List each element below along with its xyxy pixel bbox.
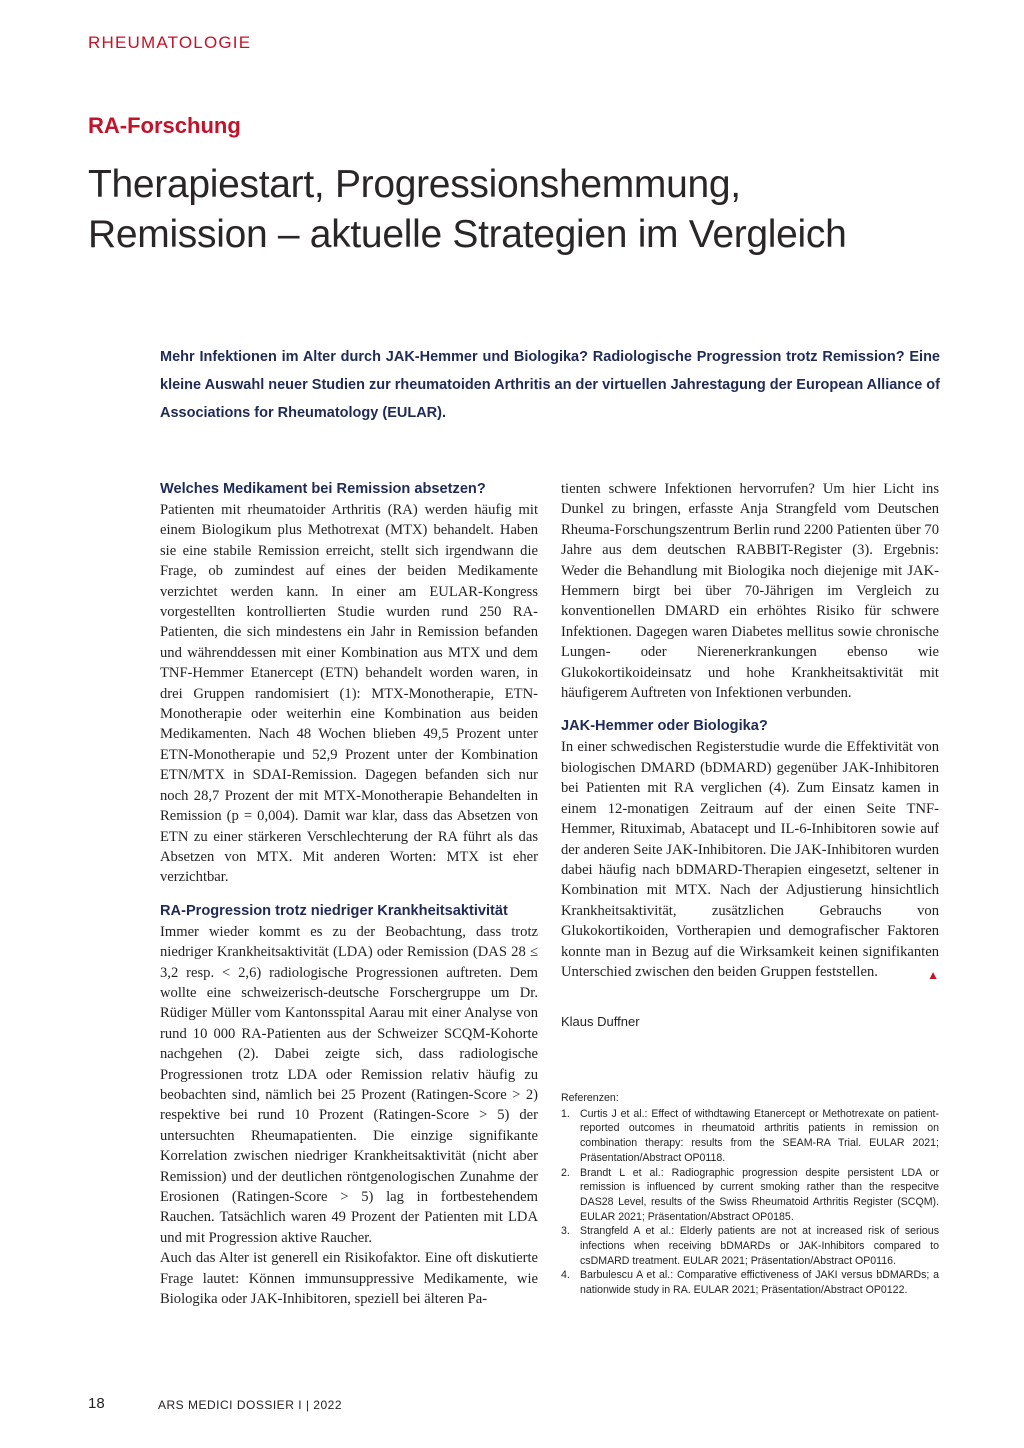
article-kicker: RA-Forschung: [88, 113, 241, 138]
section-paragraph-continued: [160, 1248, 538, 1309]
section-heading-progression: RA-Progression trotz niedriger Krankheitsaktivität: [160, 902, 508, 919]
section-heading-remission: Welches Medikament bei Remission absetzen?: [160, 481, 486, 497]
section-label: RHEUMATOLOGIE: [88, 33, 252, 52]
article-title: [88, 160, 968, 260]
reference-item: [561, 1166, 939, 1225]
section-heading-jak: JAK-Hemmer oder Biologika?: [561, 718, 768, 735]
reference-text: Strangfeld A et al.: Elderly patients are not at increased risk of serious infections when receiving bDMARDs or JAK-Inhibitors compared to csDMARD treatment. EULAR 2021; Präsentation/Abstract OP0116.: [580, 1225, 939, 1267]
section-paragraph-continuation: tienten schwere Infektionen hervorrufen? Um hier Licht ins Dunkel zu bringen, erfasste Anja Strangfeld vom Deutschen Rheuma-Forschungszentrum Berlin rund 2200 Patienten über 70 Jahre aus dem deutschen RABBIT-Register (3). Ergebnis: Weder die Behandlung mit Biologika noch diejenige mit JAK-Hemmern birgt bei über 70-Jährigen im Vergleich zu konventionellen DMARD ein erhöhtes Risiko für schwere Infektionen. Dagegen waren Diabetes mellitus sowie chronische Lungen- oder Nierenerkrankungen ebenso wie Glukokortikoideinsatz und hohe Krankheitsaktivität mit häufigerem Auftreten von Infektionen verbunden.: [561, 481, 939, 702]
reference-number: 4.: [561, 1269, 570, 1282]
section-paragraph: Immer wieder kommt es zu der Beobachtung, dass trotz niedriger Krankheitsaktivität (LDA) oder Remission (DAS 28 ≤ 3,2 resp. < 2,6) radiologische Progressionen auftreten. Dem wollte eine schweizerisch-deutsche Forschergruppe um Dr. Rüdiger Müller vom Kantonsspital Aarau mit einer Analyse von rund 10 000 RA-Patienten aus der Schweizer SCQM-Kohorte nachgehen (2). Dabei zeigte sich, dass radiologische Progressionen trotz LDA oder Remission relativ häufig zu beobachten sind, nämlich bei 25 Prozent (Ratingen-Score > 2) respektive bei rund 10 Prozent (Ratingen-Score > 5) der untersuchten Rheumapatienten. Die einzige signifikante Korrelation zwischen niedriger Krankheitsaktivität (nicht aber Remission) und der deutlichen röntgenologischen Zunahme der Erosionen (Ratingen-Score > 5) lag in fortbestehendem Rauchen. Tatsächlich waren 49 Prozent der Patienten mit LDA und mit Progression aktive Raucher.: [160, 923, 538, 1246]
reference-number: 2.: [561, 1166, 570, 1179]
reference-item: [561, 1107, 939, 1166]
section-paragraph: [561, 737, 939, 982]
paragraph-part-left: Auch das Alter ist generell ein Risikofaktor. Eine oft diskutierte Frage lautet: Können immunsuppressive Medikamente, wie Biologika oder JAK-Inhibitoren, speziell bei älteren Pa-: [160, 1250, 538, 1308]
section-paragraph: Patienten mit rheumatoider Arthritis (RA) werden häufig mit einem Biologikum plus Methotrexat (MTX) behandelt. Haben sie eine stabile Remission erreicht, stellt sich irgendwann die Frage, ob zumindest auf eines der beiden Medikamente verzichtet werden kann. In einer am EULAR-Kongress vorgestellten kontrollierten Studie wurden rund 250 RA-Patienten, die sich mindestens ein Jahr in Remission befanden und währenddessen mit einer Kombination aus MTX und dem TNF-Hemmer Etanercept (ETN) behandelt worden waren, in drei Gruppen randomisiert (1): MTX-Monotherapie, ETN-Monotherapie oder weiterhin eine Kombination aus beiden Medikamenten. Nach 48 Wochen blieben 49,5 Prozent unter ETN-Monotherapie und 52,9 Prozent unter der Kombination ETN/MTX in SDAI-Remission. Dagegen befanden sich nur noch 28,7 Prozent der mit MTX-Monotherapie Behandelten in Remission (p = 0,004). Damit war klar, dass das Absetzen von ETN zu einer stärkeren Verschlechterung der RA führt als das Absetzen von MTX. Mit anderen Worten: MTX ist eher verzichtbar.: [160, 502, 538, 886]
reference-text: Curtis J et al.: Effect of withdtawing Etanercept or Methotrexate on patient-reported outcomes in rheumatoid arthritis patients in remission on combination therapy: results from the SEAM-RA Trial. EULAR 2021; Präsentation/Abstract OP0118.: [580, 1107, 939, 1164]
references-list: [561, 1107, 939, 1298]
references-title: Referenzen:: [561, 1092, 619, 1104]
end-of-article-triangle-icon: ▲: [927, 967, 939, 982]
text-column-right: [561, 479, 939, 1033]
article-title-line-2: Remission – aktuelle Strategien im Vergleich: [88, 213, 847, 256]
references: [561, 1091, 939, 1298]
reference-number: 1.: [561, 1107, 570, 1120]
reference-text: Barbulescu A et al.: Comparative effictiveness of JAKI versus bDMARDs; a nationwide study in RA. EULAR 2021; Präsentation/Abstract OP0122.: [580, 1269, 939, 1297]
reference-item: [561, 1268, 939, 1297]
reference-text: Brandt L et al.: Radiographic progression despite persistent LDA or remission is influenced by current smoking rather than the respecitve DAS28 Level, results of the Swiss Rheumatoid Arthritis Register (SCQM). EULAR 2021; Präsentation/Abstract OP0185.: [580, 1166, 939, 1223]
journal-name: ARS MEDICI DOSSIER I | 2022: [158, 1398, 343, 1412]
reference-item: [561, 1224, 939, 1268]
page-number: 18: [88, 1395, 105, 1412]
reference-number: 3.: [561, 1225, 570, 1238]
section-paragraph-text: In einer schwedischen Registerstudie wurde die Effektivität von biologischen DMARD (bDMARD) gegenüber JAK-Inhibitoren bei Patienten mit RA verglichen (4). Zum Einsatz kamen in einem 12-monatigen Zeitraum auf der einen Seite TNF-Hemmer, Rituximab, Abatacept und IL-6-Inhibitoren sowie auf der anderen Seite JAK-Inhibitoren. Die JAK-Inhibitoren wurden dabei häufig nach bDMARD-Therapien eingesetzt, seltener in Kombination mit MTX. Nach der Adjustierung hinsichtlich Krankheitsaktivität, zusätzlichen Gebrauchs von Glukokortikoiden, Vortherapien und demografischer Faktoren konnte man in Bezug auf die Wirksamkeit keinen signifikanten Unterschied zwischen den beiden Gruppen feststellen.: [561, 739, 939, 980]
text-column-left: [160, 479, 538, 1309]
article-lead: Mehr Infektionen im Alter durch JAK-Hemmer und Biologika? Radiologische Progression trotz Remission? Eine kleine Auswahl neuer Studien zur rheumatoiden Arthritis an der virtuellen Jahrestagung der European Alliance of Associations for Rheumatology (EULAR).: [160, 349, 940, 421]
author-name: Klaus Duffner: [561, 1014, 640, 1030]
article-title-line-1: Therapiestart, Progressionshemmung,: [88, 163, 741, 206]
